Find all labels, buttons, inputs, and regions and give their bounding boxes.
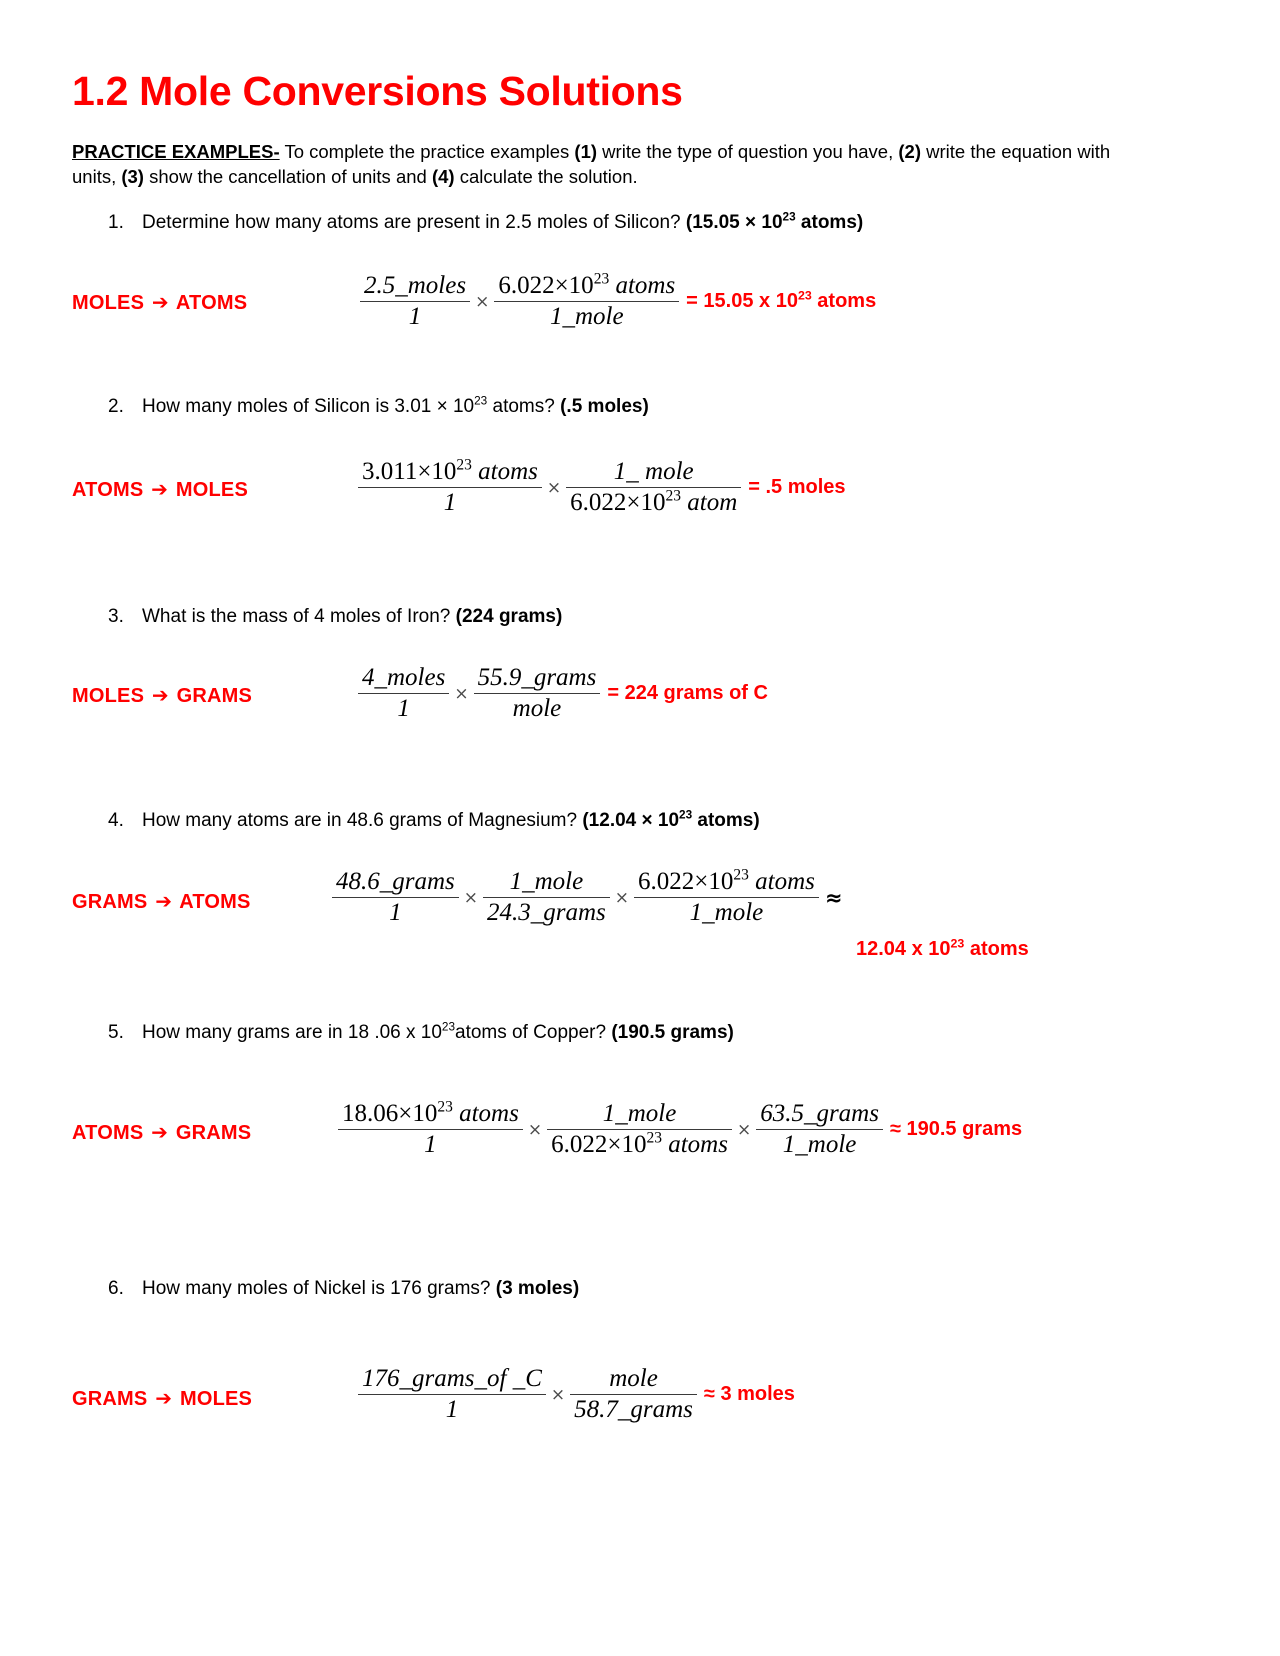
conversion-label-5 xyxy=(72,1120,251,1145)
equation-5-fraction-2 xyxy=(547,1100,732,1159)
fraction-bar xyxy=(358,693,449,694)
multiply-icon: × xyxy=(454,683,469,704)
equation-3 xyxy=(358,664,768,723)
question-4-answer-exponent: 23 xyxy=(679,808,693,822)
multiply-icon: × xyxy=(463,887,479,908)
equation-6-result: ≈ 3 moles xyxy=(703,1383,795,1405)
fraction-bar xyxy=(570,1394,697,1395)
equation-5-result: ≈ 190.5 grams xyxy=(889,1118,1023,1140)
conversion-label-3 xyxy=(72,683,252,708)
equation-4 xyxy=(332,868,842,927)
equation-5-fraction-3 xyxy=(756,1100,883,1159)
equation-5-fraction-1-numerator: $18.06\times 10^{23}$ atoms xyxy=(342,1098,519,1127)
fraction-bar xyxy=(474,693,601,694)
right-arrow-icon: ➔ xyxy=(151,683,169,707)
question-2 xyxy=(108,396,649,418)
right-arrow-icon: ➔ xyxy=(155,1386,173,1410)
conversion-label-4-source: GRAMS xyxy=(72,891,148,913)
equation-5-fraction-1 xyxy=(338,1100,523,1159)
conversion-label-2-target: MOLES xyxy=(175,479,248,501)
instructions-part3: write the equation with units, xyxy=(72,141,1111,187)
equation-4-fraction-2 xyxy=(483,868,610,927)
equation-3-fraction-1-denominator: 1 xyxy=(397,695,410,722)
multiply-icon: × xyxy=(527,1119,543,1140)
equation-1-fraction-2-denominator: 1_mole xyxy=(549,303,624,330)
conversion-label-6-target: MOLES xyxy=(179,1388,253,1410)
fraction-bar xyxy=(332,897,459,898)
equation-4-fraction-3 xyxy=(634,868,819,927)
equation-1-fraction-1 xyxy=(360,272,470,331)
question-4-text: How many atoms are in 48.6 grams of Magnesium? xyxy=(142,810,583,831)
conversion-label-1-target: ATOMS xyxy=(175,292,248,314)
question-2-answer: (.5 moles) xyxy=(560,396,649,417)
question-6-answer: (3 moles) xyxy=(495,1278,580,1299)
question-1-answer-suffix: atoms) xyxy=(795,212,864,233)
conversion-label-6-source: GRAMS xyxy=(72,1388,148,1410)
question-1-number: 1. xyxy=(108,212,124,233)
right-arrow-icon: ➔ xyxy=(151,477,169,501)
fraction-bar xyxy=(494,301,679,302)
right-arrow-icon: ➔ xyxy=(151,1120,169,1144)
conversion-label-3-target: GRAMS xyxy=(176,685,253,707)
equation-3-fraction-1 xyxy=(358,664,449,723)
equation-3-fraction-2 xyxy=(474,664,601,723)
instructions-step4: (4) xyxy=(431,165,455,187)
right-arrow-icon: ➔ xyxy=(155,889,173,913)
question-6 xyxy=(108,1278,579,1300)
equation-4-fraction-2-denominator: 24.3_grams xyxy=(487,899,606,926)
equation-6-fraction-2-numerator: mole xyxy=(609,1365,658,1392)
conversion-label-4 xyxy=(72,889,251,914)
instructions-part2: write the type of question you have, xyxy=(597,141,899,162)
question-3-number: 3. xyxy=(108,606,124,627)
conversion-label-6 xyxy=(72,1386,252,1411)
fraction-bar xyxy=(358,1394,546,1395)
multiply-icon: × xyxy=(546,477,562,498)
equation-4-approx-symbol: ≈ xyxy=(824,885,843,910)
question-5-number: 5. xyxy=(108,1022,124,1043)
fraction-bar xyxy=(360,301,470,302)
equation-5-fraction-2-denominator: $6.022\times 10^{23}$ atoms xyxy=(551,1129,728,1158)
fraction-bar xyxy=(756,1129,883,1130)
conversion-label-1-source: MOLES xyxy=(72,292,145,314)
fraction-bar xyxy=(483,897,610,898)
instructions-step2: (2) xyxy=(898,141,921,162)
equation-3-fraction-2-denominator: mole xyxy=(512,695,562,722)
fraction-bar xyxy=(634,897,819,898)
question-3-answer: (224 grams) xyxy=(455,606,563,627)
question-5-text: How many grams are in 18 .06 x 10 xyxy=(142,1022,442,1043)
equation-2-fraction-1-denominator: 1 xyxy=(443,489,457,516)
question-4 xyxy=(108,810,760,832)
question-3-text: What is the mass of 4 moles of Iron? xyxy=(142,606,456,627)
question-1-answer-exponent: 23 xyxy=(782,210,796,224)
question-1-answer-prefix: (15.05 × 10 xyxy=(685,212,783,233)
question-3 xyxy=(108,606,562,628)
question-6-text: How many moles of Nickel is 176 grams? xyxy=(142,1278,496,1299)
equation-6 xyxy=(358,1365,795,1424)
equation-2-fraction-1 xyxy=(358,458,542,517)
equation-3-fraction-2-numerator: 55.9_grams xyxy=(477,664,597,691)
page-title: 1.2 Mole Conversions Solutions xyxy=(72,68,683,114)
equation-6-fraction-2 xyxy=(570,1365,697,1424)
instructions-part4: show the cancellation of units and xyxy=(143,165,432,187)
multiply-icon: × xyxy=(550,1384,566,1405)
right-arrow-icon: ➔ xyxy=(151,290,169,314)
question-6-number: 6. xyxy=(108,1278,124,1299)
equation-4-fraction-1-denominator: 1 xyxy=(389,899,402,926)
question-2-text2: atoms? xyxy=(487,396,561,417)
conversion-label-1 xyxy=(72,290,247,315)
question-2-number: 2. xyxy=(108,396,124,417)
instructions-step3: (3) xyxy=(121,165,144,187)
fraction-bar xyxy=(566,487,741,488)
equation-3-result: = 224 grams of C xyxy=(607,682,768,704)
question-5 xyxy=(108,1022,734,1044)
multiply-icon: × xyxy=(736,1119,752,1140)
question-2-exponent: 23 xyxy=(474,394,488,408)
instructions-lead: PRACTICE EXAMPLES- xyxy=(72,141,280,162)
equation-1-fraction-2-numerator: $6.022\times 10^{23}$ atoms xyxy=(498,270,676,299)
equation-2-result: = .5 moles xyxy=(748,476,846,498)
equation-6-fraction-1 xyxy=(358,1365,546,1424)
fraction-bar xyxy=(338,1129,523,1130)
equation-5-fraction-2-numerator: 1_mole xyxy=(602,1100,677,1127)
equation-1-fraction-2 xyxy=(494,272,679,331)
equation-2-fraction-2-denominator: $6.022\times 10^{23}$ atom xyxy=(570,487,738,516)
question-2-text: How many moles of Silicon is 3.01 × 10 xyxy=(142,396,475,417)
equation-5-fraction-1-denominator: 1 xyxy=(424,1131,437,1158)
equation-1-result: = 15.05 x $10^{23}$ atoms xyxy=(686,288,877,312)
equation-4-fraction-2-numerator: 1_mole xyxy=(509,868,584,895)
question-5-text2: atoms of Copper? xyxy=(455,1022,612,1043)
instructions-paragraph xyxy=(72,140,1137,189)
equation-3-fraction-1-numerator: 4_moles xyxy=(362,664,446,691)
conversion-label-5-source: ATOMS xyxy=(72,1122,144,1144)
equation-4-fraction-3-numerator: $6.022\times 10^{23}$ atoms xyxy=(638,866,815,895)
equation-1-fraction-1-denominator: 1 xyxy=(408,303,422,330)
equation-5 xyxy=(338,1100,1022,1159)
fraction-bar xyxy=(547,1129,732,1130)
equation-4-fraction-1-numerator: 48.6_grams xyxy=(336,868,455,895)
equation-2-fraction-2 xyxy=(566,458,741,517)
equation-2 xyxy=(358,458,846,517)
question-4-number: 4. xyxy=(108,810,124,831)
equation-6-fraction-1-numerator: 176_grams_of _C xyxy=(362,1365,542,1392)
equation-4-fraction-3-denominator: 1_mole xyxy=(689,899,764,926)
equation-1-fraction-1-numerator: 2.5_moles xyxy=(364,272,467,299)
equation-5-fraction-3-denominator: 1_mole xyxy=(782,1131,857,1158)
equation-2-fraction-2-numerator: 1_ mole xyxy=(613,458,694,485)
conversion-label-2 xyxy=(72,477,248,502)
conversion-label-5-target: GRAMS xyxy=(175,1122,252,1144)
instructions-part5: calculate the solution. xyxy=(454,165,638,187)
instructions-step1: (1) xyxy=(574,141,598,162)
instructions-part1: To complete the practice examples xyxy=(279,141,575,162)
equation-5-fraction-3-numerator: 63.5_grams xyxy=(760,1100,879,1127)
conversion-label-4-target: ATOMS xyxy=(179,891,251,913)
question-1 xyxy=(108,212,863,234)
equation-2-fraction-1-numerator: $3.011\times 10^{23}$ atoms xyxy=(362,456,538,485)
question-5-exponent: 23 xyxy=(441,1020,456,1034)
equation-4-result: 12.04 x $10^{23}$ atoms xyxy=(856,936,1029,960)
multiply-icon: × xyxy=(614,887,630,908)
equation-4-fraction-1 xyxy=(332,868,459,927)
equation-6-fraction-1-denominator: 1 xyxy=(445,1396,459,1423)
question-4-answer-suffix: atoms) xyxy=(692,810,760,831)
equation-1 xyxy=(360,272,876,331)
conversion-label-3-source: MOLES xyxy=(72,685,145,707)
fraction-bar xyxy=(358,487,542,488)
equation-6-fraction-2-denominator: 58.7_grams xyxy=(574,1396,693,1423)
multiply-icon: × xyxy=(475,291,490,312)
question-5-answer: (190.5 grams) xyxy=(611,1022,734,1043)
question-4-answer-prefix: (12.04 × 10 xyxy=(582,810,680,831)
conversion-label-2-source: ATOMS xyxy=(72,479,144,501)
question-1-text: Determine how many atoms are present in 2.5 moles of Silicon? xyxy=(142,212,686,233)
